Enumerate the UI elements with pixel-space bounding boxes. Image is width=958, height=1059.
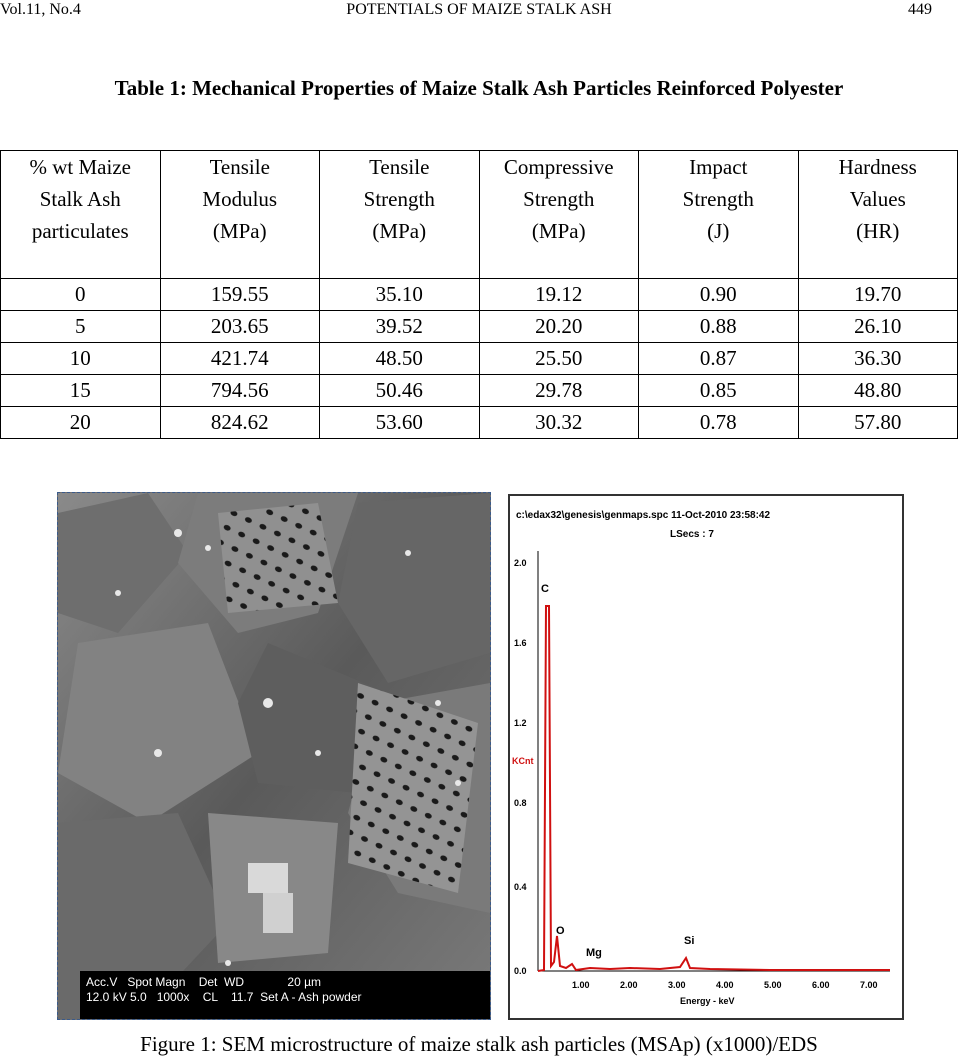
table-cell: 0 [1, 279, 161, 311]
table-cell: 35.10 [320, 279, 480, 311]
y-tick: 0.8 [514, 798, 527, 808]
table-row [1, 279, 958, 311]
page-number: 449 [908, 1, 932, 18]
table-cell: 10 [1, 343, 161, 375]
table-cell: 36.30 [798, 343, 958, 375]
column-header: Tensile Modulus (MPa) [160, 151, 320, 279]
table-cell: 0.85 [639, 375, 799, 407]
sem-info-line-2: 12.0 kV 5.0 1000x CL 11.7 Set A - Ash powder [86, 990, 362, 1004]
x-tick: 1.00 [572, 980, 590, 990]
column-header: % wt Maize Stalk Ash particulates [1, 151, 161, 279]
table-cell: 159.55 [160, 279, 320, 311]
x-tick: 5.00 [764, 980, 782, 990]
eds-spectrum [508, 494, 904, 1020]
table-cell: 48.80 [798, 375, 958, 407]
eds-plot [510, 496, 902, 1018]
table-cell: 20 [1, 407, 161, 439]
table-cell: 421.74 [160, 343, 320, 375]
table-cell: 15 [1, 375, 161, 407]
table-cell: 203.65 [160, 311, 320, 343]
table-cell: 25.50 [479, 343, 639, 375]
table-cell: 26.10 [798, 311, 958, 343]
x-tick: 7.00 [860, 980, 878, 990]
x-tick: 2.00 [620, 980, 638, 990]
peak-label-si: Si [684, 935, 695, 947]
table-row [1, 375, 958, 407]
running-header-volume: Vol.11, No.4 [0, 1, 81, 18]
y-tick: 2.0 [514, 558, 527, 568]
y-tick: 1.2 [514, 718, 527, 728]
peak-label-o: O [556, 925, 565, 937]
sem-micrograph [57, 492, 491, 1020]
x-tick: 6.00 [812, 980, 830, 990]
eds-lsecs: LSecs : 7 [670, 529, 714, 540]
running-header-title: POTENTIALS OF MAIZE STALK ASH [346, 1, 612, 18]
table-row [1, 311, 958, 343]
table-cell: 29.78 [479, 375, 639, 407]
table-cell: 794.56 [160, 375, 320, 407]
table-cell: 0.78 [639, 407, 799, 439]
y-tick: 0.0 [514, 966, 527, 976]
table-cell: 0.88 [639, 311, 799, 343]
table-row [1, 343, 958, 375]
table-cell: 19.12 [479, 279, 639, 311]
properties-table [0, 150, 958, 439]
peak-label-mg: Mg [586, 947, 602, 959]
x-axis-label: Energy - keV [680, 996, 735, 1006]
y-tick: 0.4 [514, 882, 527, 892]
table-cell: 20.20 [479, 311, 639, 343]
table-cell: 19.70 [798, 279, 958, 311]
sem-texture [58, 493, 490, 1019]
peak-label-c: C [541, 583, 549, 595]
table-cell: 5 [1, 311, 161, 343]
y-axis-unit: KCnt [512, 756, 534, 766]
table-cell: 50.46 [320, 375, 480, 407]
sem-info-line-1: Acc.V Spot Magn Det WD 20 µm [86, 975, 321, 989]
table-title: Table 1: Mechanical Properties of Maize Stalk Ash Particles Reinforced Polyester [114, 76, 844, 100]
figure-caption: Figure 1: SEM microstructure of maize stalk ash particles (MSAp) (x1000)/EDS [140, 1032, 818, 1056]
table-cell: 39.52 [320, 311, 480, 343]
table-cell: 48.50 [320, 343, 480, 375]
table-cell: 0.90 [639, 279, 799, 311]
table-cell: 30.32 [479, 407, 639, 439]
x-tick: 4.00 [716, 980, 734, 990]
column-header: Compressive Strength (MPa) [479, 151, 639, 279]
table-cell: 53.60 [320, 407, 480, 439]
table-cell: 824.62 [160, 407, 320, 439]
eds-file-header: c:\edax32\genesis\genmaps.spc 11-Oct-2010 23:58:42 [516, 510, 771, 521]
table-header-row [1, 151, 958, 279]
table-cell: 57.80 [798, 407, 958, 439]
table-cell: 0.87 [639, 343, 799, 375]
y-tick: 1.6 [514, 638, 527, 648]
column-header: Hardness Values (HR) [798, 151, 958, 279]
x-tick: 3.00 [668, 980, 686, 990]
column-header: Tensile Strength (MPa) [320, 151, 480, 279]
table-row [1, 407, 958, 439]
sem-info-bar [80, 971, 490, 1019]
column-header: Impact Strength (J) [639, 151, 799, 279]
